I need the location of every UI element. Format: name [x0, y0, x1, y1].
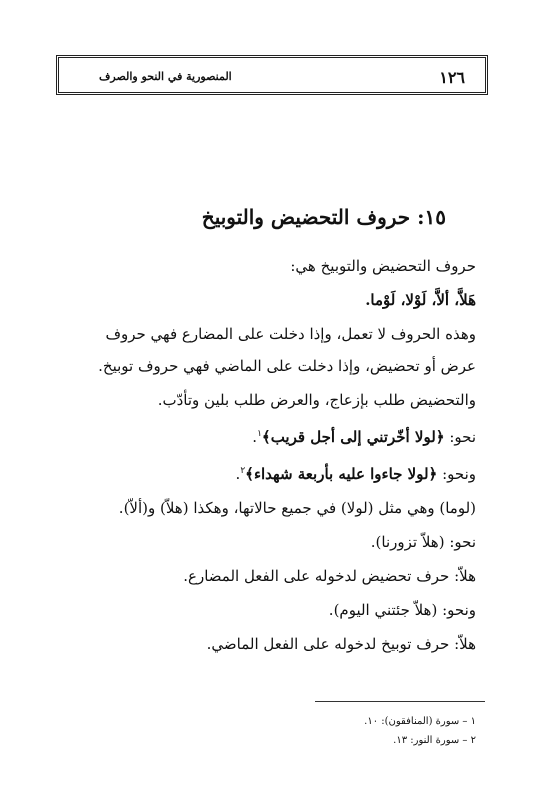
example-1-prefix: نحو:	[444, 428, 476, 446]
footnote-1: ١ – سورة (المنافقون): ١٠.	[364, 716, 476, 727]
explain-4-line: هلاّ: حرف توبيخ لدخوله على الفعل الماضي.	[206, 635, 476, 653]
running-header	[56, 55, 488, 95]
footnote-2: ٢ – سورة النور: ١٣.	[393, 735, 476, 746]
footnote-ref-2: ٢	[240, 466, 246, 476]
example-1-line: نحو: ﴿لولا أخّرتني إلى أجل قريب﴾$^١$.	[252, 428, 476, 446]
example-2-prefix: ونحو:	[437, 465, 476, 483]
example-2-verse: ﴿لولا جاءوا عليه بأربعة شهداء﴾	[245, 465, 438, 483]
footnote-ref-1: ١	[257, 429, 262, 439]
footnote-separator	[315, 701, 485, 702]
body-text	[70, 256, 476, 668]
page-number: ١٢٦	[439, 68, 465, 87]
section-title: ١٥: حروف التحضيض والتوبيخ	[201, 205, 446, 229]
definition-line: والتحضيض طلب بإزعاج، والعرض طلب بلين وتأدّب.	[157, 391, 476, 409]
book-title: المنصورية في النحو والصرف	[99, 70, 232, 83]
explain-3-line: هلاّ: حرف تحضيض لدخوله على الفعل المضارع.	[183, 567, 476, 585]
example-1-verse: ﴿لولا أخّرتني إلى أجل قريب﴾	[261, 428, 445, 446]
usage-line-2: عرض أو تحضيض، وإذا دخلت على الماضي فهي حروف توبيخ.	[98, 357, 476, 375]
footnotes	[364, 716, 476, 754]
letters-list: هَلاَّ، ألاَّ، لَوْلا، لَوْما.	[365, 291, 476, 309]
intro-line: حروف التحضيض والتوبيخ هي:	[290, 257, 476, 275]
example-3-line: نحو: (هلاّ تزورنا).	[370, 533, 476, 551]
example-4-line: ونحو: (هلاّ جئتني اليوم).	[328, 601, 476, 619]
usage-line-1: وهذه الحروف لا تعمل، وإذا دخلت على المضارع فهي حروف	[105, 325, 476, 343]
example-2-line: ونحو: ﴿لولا جاءوا عليه بأربعة شهداء﴾$^٢$.	[235, 465, 476, 483]
lawma-note-line: (لوما) وهي مثل (لولا) في جميع حالاتها، وهكذا (هلاّ) و(ألاّ).	[118, 499, 476, 517]
